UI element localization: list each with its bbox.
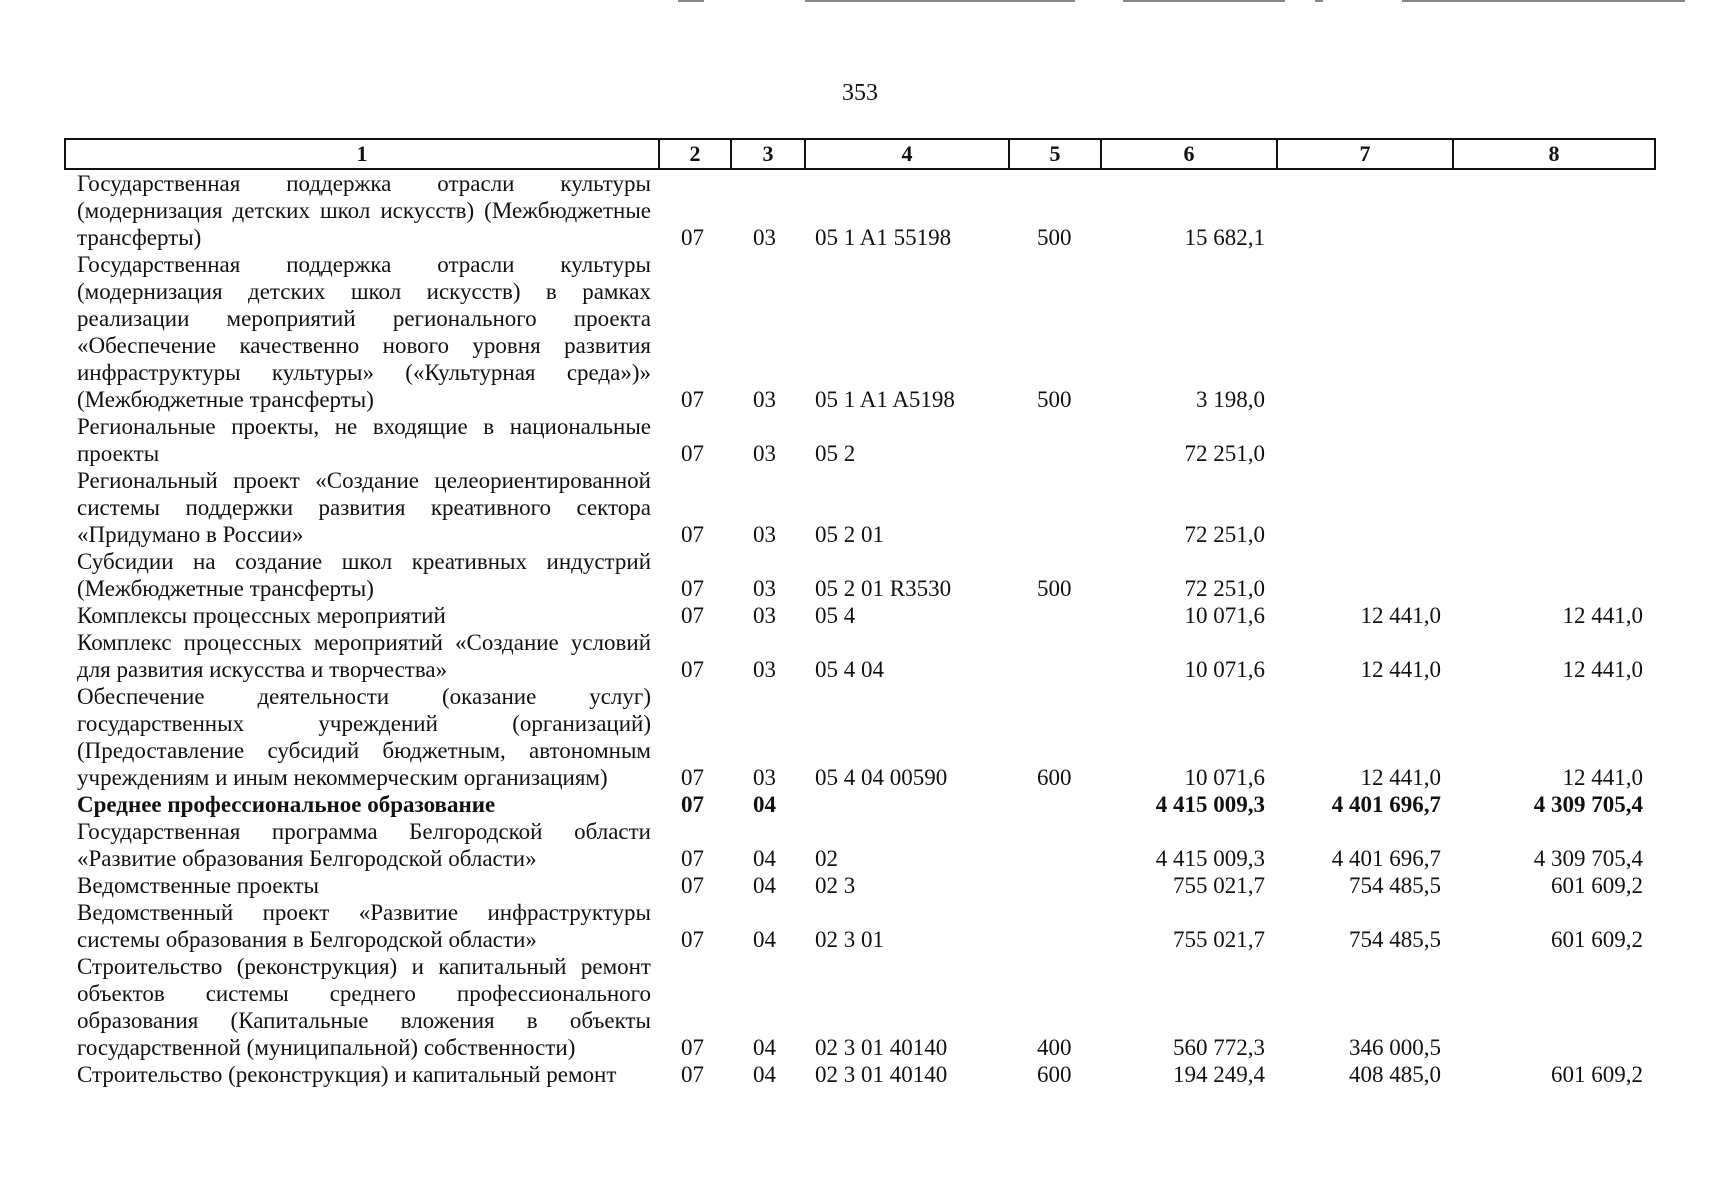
amount-col7-cell: 12 441,0 [1360, 765, 1441, 790]
table-row [65, 899, 1655, 953]
amount-col8-cell: 12 441,0 [1562, 657, 1643, 682]
row-name-cell: Строительство (реконструкция) и капитальный ремонт [77, 1062, 617, 1087]
subsection-code-cell: 04 [753, 1035, 776, 1060]
amount-col8-cell: 601 609,2 [1551, 927, 1643, 952]
row-name-cell: Региональный проект «Создание целеориентированной системы поддержки развития креативного сектора «Придумано в России» [77, 468, 651, 547]
amount-col6-cell: 15 682,1 [1184, 225, 1265, 250]
target-article-cell: 02 3 [815, 873, 856, 898]
target-article-cell: 02 3 01 40140 [815, 1062, 948, 1087]
expense-type-cell: 600 [1037, 765, 1072, 790]
amount-col8-cell [1453, 953, 1655, 1061]
amount-col7-cell: 4 401 696,7 [1331, 792, 1441, 817]
expense-type-cell [1009, 467, 1101, 548]
amount-col7-cell: 12 441,0 [1360, 603, 1441, 628]
target-article-cell: 02 3 01 40140 [815, 1035, 948, 1060]
row-name-cell: Государственная программа Белгородской области «Развитие образования Белгородской области» [77, 819, 651, 871]
subsection-code-cell: 04 [753, 873, 776, 898]
amount-col8-cell [1453, 467, 1655, 548]
row-name-cell: Обеспечение деятельности (оказание услуг) государственных учреждений (организаций) (Предоставление субсидий бюджетным, автономным учреждениям и иным некоммерческим организациям) [77, 684, 651, 790]
amount-col7-cell: 408 485,0 [1349, 1062, 1441, 1087]
amount-col8-cell: 12 441,0 [1562, 765, 1643, 790]
target-article-cell [805, 791, 1009, 818]
expense-type-cell [1009, 818, 1101, 872]
amount-col8-cell: 4 309 705,4 [1533, 792, 1643, 817]
section-code-cell: 07 [681, 1035, 704, 1060]
expense-type-cell: 500 [1037, 225, 1072, 250]
target-article-cell: 05 1 A1 A5198 [815, 387, 955, 412]
amount-col8-cell: 601 609,2 [1551, 1062, 1643, 1087]
row-name-cell: Среднее профессиональное образование [77, 792, 496, 817]
amount-col6-cell: 755 021,7 [1173, 873, 1265, 898]
subsection-code-cell: 03 [753, 441, 776, 466]
row-name-cell: Комплексы процессных мероприятий [77, 603, 446, 628]
amount-col6-cell: 3 198,0 [1196, 387, 1265, 412]
target-article-cell: 02 3 01 [815, 927, 884, 952]
section-code-cell: 07 [681, 765, 704, 790]
row-name-cell: Ведомственный проект «Развитие инфраструктуры системы образования в Белгородской области» [77, 900, 651, 952]
scan-edge-lines [0, 0, 1720, 4]
subsection-code-cell: 04 [753, 927, 776, 952]
section-code-cell: 07 [681, 441, 704, 466]
section-code-cell: 07 [681, 225, 704, 250]
subsection-code-cell: 03 [753, 765, 776, 790]
table-row [65, 602, 1655, 629]
column-header: 8 [1453, 139, 1655, 169]
amount-col6-cell: 72 251,0 [1184, 576, 1265, 601]
section-code-cell: 07 [681, 387, 704, 412]
section-code-cell: 07 [681, 603, 704, 628]
subsection-code-cell: 03 [753, 387, 776, 412]
table-body [65, 169, 1655, 1088]
section-code-cell: 07 [681, 657, 704, 682]
amount-col7-cell [1277, 548, 1453, 602]
amount-col8-cell: 12 441,0 [1562, 603, 1643, 628]
amount-col6-cell: 4 415 009,3 [1155, 846, 1265, 871]
amount-col7-cell: 754 485,5 [1349, 927, 1441, 952]
target-article-cell: 05 2 [815, 441, 856, 466]
section-code-cell: 07 [681, 1062, 704, 1087]
target-article-cell: 05 2 01 [815, 522, 884, 547]
amount-col7-cell [1277, 251, 1453, 413]
column-header: 7 [1277, 139, 1453, 169]
subsection-code-cell: 04 [753, 1062, 776, 1087]
subsection-code-cell: 03 [753, 225, 776, 250]
amount-col6-cell: 10 071,6 [1184, 603, 1265, 628]
expense-type-cell [1009, 791, 1101, 818]
table-row [65, 683, 1655, 791]
table-row [65, 169, 1655, 251]
subsection-code-cell: 03 [753, 522, 776, 547]
expense-type-cell: 600 [1037, 1062, 1072, 1087]
column-header: 6 [1101, 139, 1277, 169]
amount-col7-cell: 4 401 696,7 [1331, 846, 1441, 871]
table-row [65, 818, 1655, 872]
subsection-code-cell: 03 [753, 603, 776, 628]
table-row [65, 548, 1655, 602]
table-row [65, 1061, 1655, 1088]
amount-col8-cell: 601 609,2 [1551, 873, 1643, 898]
table-row [65, 467, 1655, 548]
row-name-cell: Комплекс процессных мероприятий «Создание условий для развития искусства и творчества» [77, 630, 651, 682]
amount-col7-cell [1277, 467, 1453, 548]
amount-col7-cell: 346 000,5 [1349, 1035, 1441, 1060]
section-code-cell: 07 [681, 873, 704, 898]
column-header: 2 [659, 139, 731, 169]
column-header: 3 [731, 139, 805, 169]
row-name-cell: Строительство (реконструкция) и капитальный ремонт объектов системы среднего профессионального образования (Капитальные вложения в объекты государственной (муниципальной) собственности) [77, 954, 651, 1060]
subsection-code-cell: 03 [753, 657, 776, 682]
expense-type-cell [1009, 629, 1101, 683]
section-code-cell: 07 [681, 576, 704, 601]
target-article-cell: 02 [815, 846, 838, 871]
amount-col6-cell: 10 071,6 [1184, 765, 1265, 790]
amount-col7-cell: 12 441,0 [1360, 657, 1441, 682]
amount-col8-cell: 4 309 705,4 [1533, 846, 1643, 871]
budget-table [64, 138, 1656, 1088]
subsection-code-cell: 04 [753, 846, 776, 871]
amount-col8-cell [1453, 548, 1655, 602]
target-article-cell: 05 4 [815, 603, 856, 628]
section-code-cell: 07 [681, 846, 704, 871]
row-name-cell: Государственная поддержка отрасли культуры (модернизация детских школ искусств) в рамках реализации мероприятий регионального проекта «Обеспечение качественно нового уровня развития инфраструктуры культуры» («Культурная среда»)» (Межбюджетные трансферты) [77, 252, 651, 412]
target-article-cell: 05 4 04 00590 [815, 765, 948, 790]
column-header: 4 [805, 139, 1009, 169]
row-name-cell: Государственная поддержка отрасли культуры (модернизация детских школ искусств) (Межбюджетные трансферты) [77, 171, 651, 250]
amount-col6-cell: 72 251,0 [1184, 522, 1265, 547]
amount-col6-cell: 560 772,3 [1173, 1035, 1265, 1060]
subsection-code-cell: 03 [753, 576, 776, 601]
amount-col8-cell [1453, 169, 1655, 251]
column-header: 5 [1009, 139, 1101, 169]
table-row [65, 953, 1655, 1061]
page-number: 353 [842, 80, 878, 106]
section-code-cell: 07 [681, 522, 704, 547]
amount-col8-cell [1453, 251, 1655, 413]
amount-col6-cell: 194 249,4 [1173, 1062, 1265, 1087]
row-name-cell: Региональные проекты, не входящие в национальные проекты [77, 414, 651, 466]
expense-type-cell: 500 [1037, 576, 1072, 601]
table-row [65, 791, 1655, 818]
expense-type-cell: 400 [1037, 1035, 1072, 1060]
amount-col6-cell: 10 071,6 [1184, 657, 1265, 682]
expense-type-cell: 500 [1037, 387, 1072, 412]
section-code-cell: 07 [681, 792, 704, 817]
column-number-header-row [65, 139, 1655, 169]
target-article-cell: 05 1 A1 55198 [815, 225, 952, 250]
table-row [65, 413, 1655, 467]
target-article-cell: 05 4 04 [815, 657, 884, 682]
amount-col7-cell: 754 485,5 [1349, 873, 1441, 898]
row-name-cell: Субсидии на создание школ креативных индустрий (Межбюджетные трансферты) [77, 549, 651, 601]
column-header: 1 [65, 139, 659, 169]
amount-col6-cell: 4 415 009,3 [1155, 792, 1265, 817]
amount-col6-cell: 755 021,7 [1173, 927, 1265, 952]
table-row [65, 872, 1655, 899]
amount-col7-cell [1277, 169, 1453, 251]
section-code-cell: 07 [681, 927, 704, 952]
expense-type-cell [1009, 602, 1101, 629]
target-article-cell: 05 2 01 R3530 [815, 576, 952, 601]
amount-col6-cell: 72 251,0 [1184, 441, 1265, 466]
amount-col7-cell [1277, 413, 1453, 467]
table-row [65, 251, 1655, 413]
table-row [65, 629, 1655, 683]
expense-type-cell [1009, 413, 1101, 467]
expense-type-cell [1009, 899, 1101, 953]
expense-type-cell [1009, 872, 1101, 899]
amount-col8-cell [1453, 413, 1655, 467]
row-name-cell: Ведомственные проекты [77, 873, 319, 898]
subsection-code-cell: 04 [753, 792, 776, 817]
